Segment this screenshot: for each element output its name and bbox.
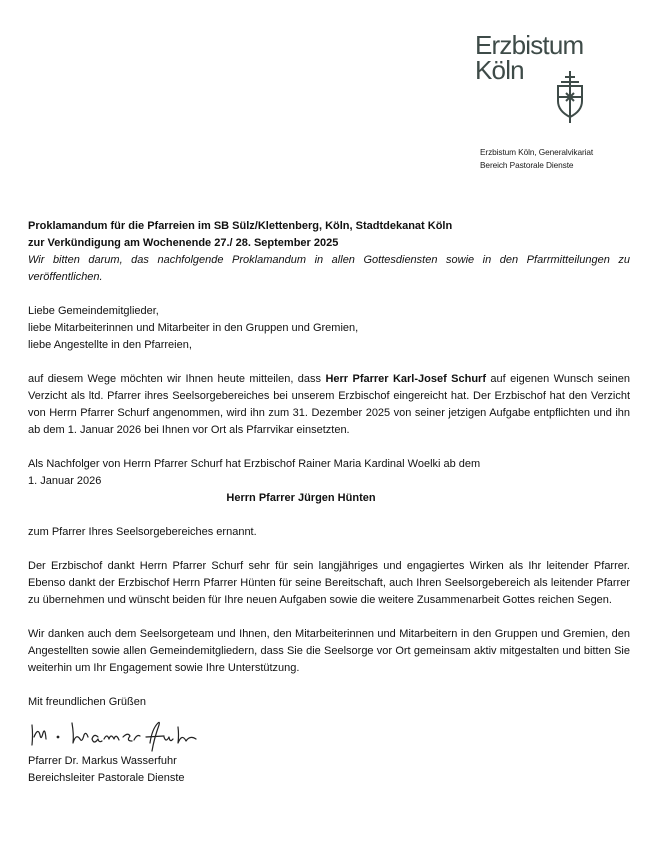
paragraph-resignation	[28, 371, 630, 439]
signatory-name: Pfarrer Dr. Markus Wasserfuhr	[28, 755, 177, 767]
closing-greeting: Mit freundlichen Grüßen	[28, 696, 146, 708]
successor-name: Herrn Pfarrer Jürgen Hünten	[226, 492, 376, 504]
letter-body	[28, 218, 630, 787]
paragraph-thanks-team: Wir danken auch dem Seelsorgeteam und Ihnen, den Mitarbeiterinnen und Mitarbeitern in den Gruppen und Gremien, den Angestellten sowie allen Gemeindemitgliedern, dass Sie die Seelsorge vor Ort gemeinsam aktiv mitgestalten und bitten Sie weiterhin um Ihr Engagement sowie Ihre Unterstützung.	[28, 628, 630, 674]
sender-address	[480, 146, 593, 172]
salutation-line1: Liebe Gemeindemitglieder,	[28, 305, 159, 317]
publication-instruction: Wir bitten darum, das nachfolgende Proklamandum in allen Gottesdiensten sowie in den Pfarrmitteilungen zu veröffentlichen.	[28, 254, 630, 283]
salutation-line3: liebe Angestellte in den Pfarreien,	[28, 339, 192, 351]
appointment-text: zum Pfarrer Ihres Seelsorgebereiches ernannt.	[28, 526, 257, 538]
resigning-priest-name: Herr Pfarrer Karl-Josef Schurf	[325, 373, 486, 385]
resignation-text-end: auf eigenen Wunsch seinen Verzicht als ltd. Pfarrer ihres Seelsorgebereiches bei unserem Erzbischof eingereicht hat. Der Erzbischof hat den Verzicht von Herrn Pfarrer Schurf angenommen, wird ihn zum 31. Dezember 2025 von seiner jetzigen Aufgabe entpflichten und ihn ab dem 1. Januar 2026 bei Ihnen vor Ort als Pfarrvikar einsetzten.	[28, 373, 630, 436]
signature-icon	[28, 715, 228, 753]
logo-text-line2: Köln	[475, 55, 524, 85]
resignation-text-start: auf diesem Wege möchten wir Ihnen heute mitteilen, dass	[28, 373, 326, 385]
sender-line2: Bereich Pastorale Dienste	[480, 160, 574, 170]
title-line2: zur Verkündigung am Wochenende 27./ 28. September 2025	[28, 237, 339, 249]
successor-intro-line2: 1. Januar 2026	[28, 475, 102, 487]
successor-intro-line1: Als Nachfolger von Herrn Pfarrer Schurf hat Erzbischof Rainer Maria Kardinal Woelki ab dem	[28, 458, 481, 470]
logo-text-line1: Erzbistum	[475, 30, 584, 60]
salutation-line2: liebe Mitarbeiterinnen und Mitarbeiter in den Gruppen und Gremien,	[28, 322, 359, 334]
paragraph-thanks-archbishop: Der Erzbischof dankt Herrn Pfarrer Schurf sehr für sein langjähriges und engagiertes Wirken als Ihr leitender Pfarrer. Ebenso dankt der Erzbischof Herrn Pfarrer Hünten für seine Bereitschaft, auch Ihren Seelsorgebereich als leitender Pfarrer zu übernehmen und wünscht beiden für Ihre neuen Aufgaben sowie die weitere Zusammenarbeit Gottes reichen Segen.	[28, 560, 630, 606]
sender-line1: Erzbistum Köln, Generalvikariat	[480, 147, 594, 157]
title-line1: Proklamandum für die Pfarreien im SB Sülz/Klettenberg, Köln, Stadtdekanat Köln	[28, 220, 453, 232]
shield-with-cross-icon	[556, 71, 584, 123]
signatory-role: Bereichsleiter Pastorale Dienste	[28, 772, 185, 784]
